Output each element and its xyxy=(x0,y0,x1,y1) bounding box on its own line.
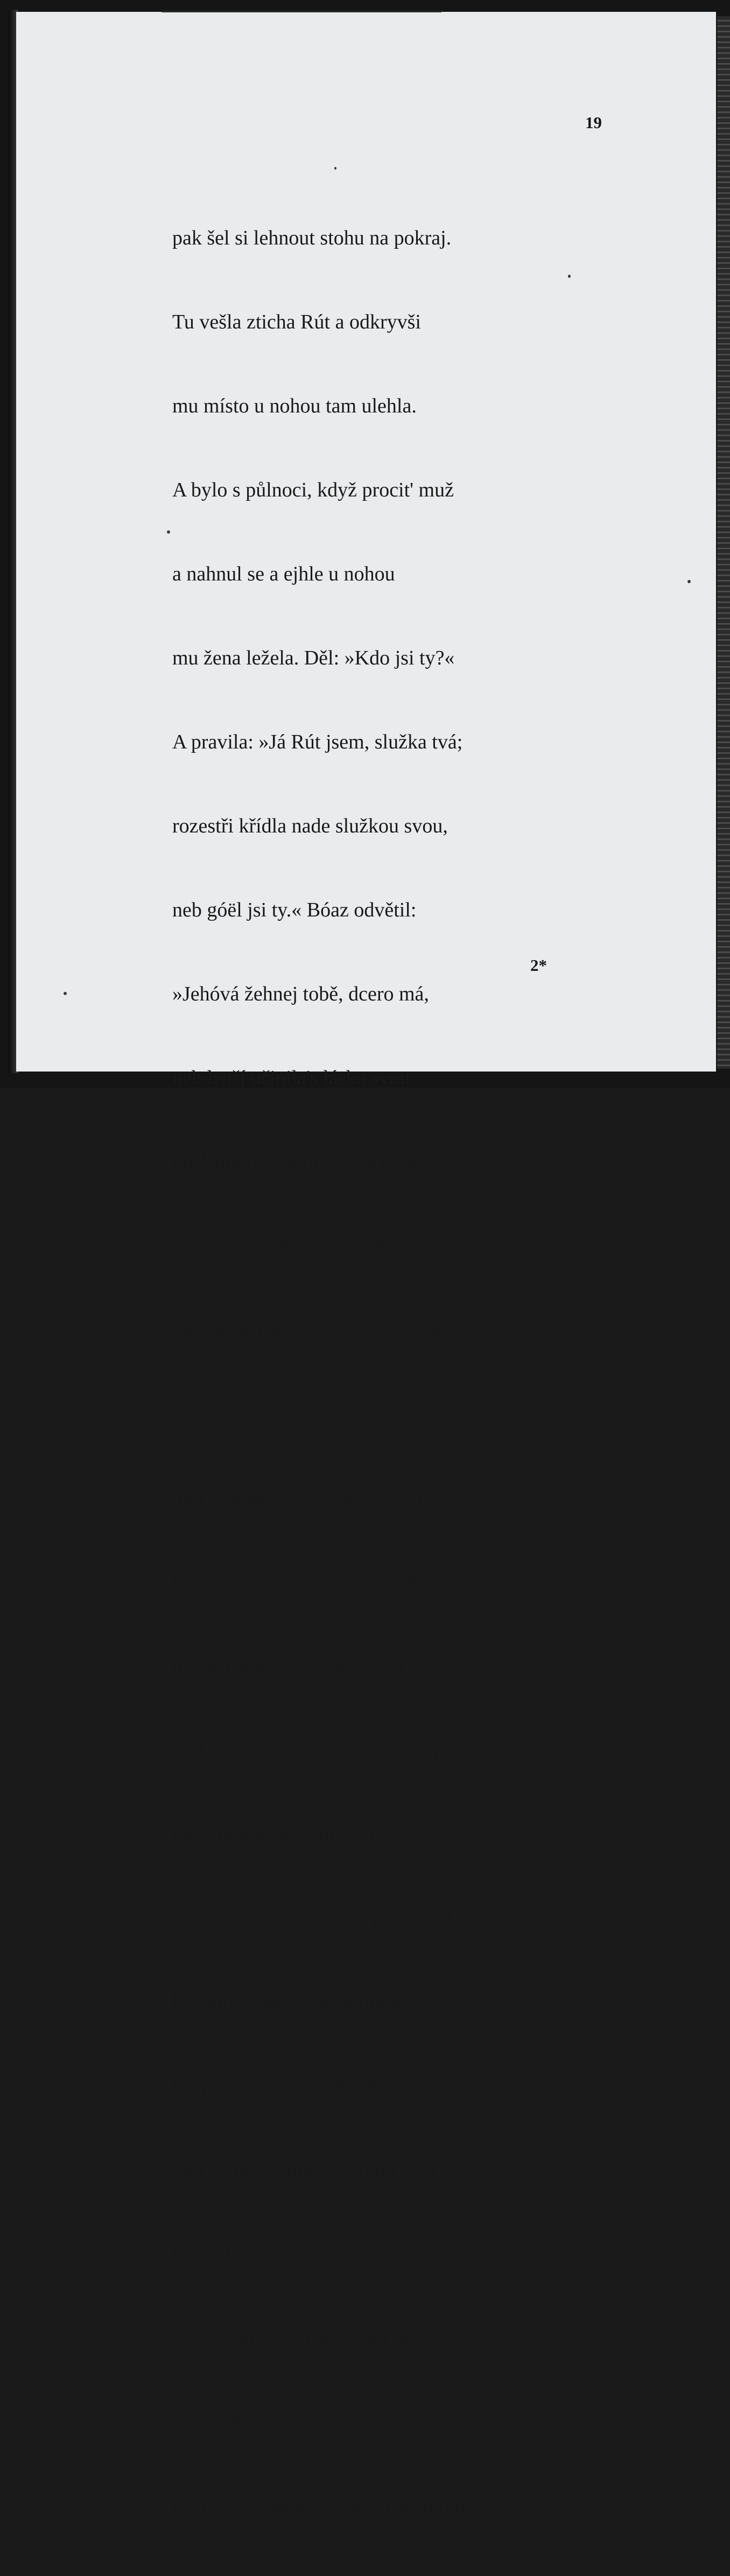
verse-line: A bylo s půlnoci, když procit' muž xyxy=(172,479,454,501)
verse-line: I uložila se mu u nohou xyxy=(172,2243,365,2265)
verse-line: když pojme on tě právem góële, xyxy=(172,1823,435,1845)
verse-line: A pravila: »Já Rút jsem, služka tvá; xyxy=(172,731,463,753)
verse-line: jsi nešla chudými ni s bohatstvím. xyxy=(172,1235,451,1257)
verse-line: mu žena ležela. Děl: »Kdo jsi ty?« xyxy=(172,647,455,669)
verse-line: mu místo u nohou tam ulehla. xyxy=(172,395,417,417)
ink-speck xyxy=(334,167,336,170)
verse-line: pak šel si lehnout stohu na pokraj. xyxy=(172,227,452,249)
verse-line: Leč třeba pravda, že jsem góël já, xyxy=(172,1571,447,1593)
verse-line: rozestři křídla nade služkou svou, xyxy=(172,815,448,837)
verse-line: neb góël jsi ty.« Bóaz odvětil: xyxy=(172,899,417,921)
ink-speck xyxy=(64,992,67,995)
top-edge-shadow xyxy=(162,11,441,12)
verse-line: Tu vešla zticha Rút a odkryvši xyxy=(172,311,421,333)
verse-line: je dobře, nechať pojme; pakli však xyxy=(172,1907,456,1929)
verse-line: neb lepší učinila's lásku svou xyxy=(172,1067,410,1089)
verse-line: díš, učiním ti; víť lid veškerý xyxy=(172,1403,411,1425)
ink-speck xyxy=(167,530,170,534)
verse-line: Neb pravil (Bóaz): »Nemá známo být, xyxy=(172,2495,486,2517)
verse-line: Teď, dcero má, nic neboj se. Vše, co xyxy=(172,1319,471,1341)
verse-line: Teď však si lehni (a spi) do rána.« xyxy=(172,2159,451,2181)
verse-line: než mohl člověk druha rozeznat. xyxy=(172,2411,439,2433)
ink-speck xyxy=(687,580,691,583)
verse-line: a spala do rána; pak vstala prv, xyxy=(172,2327,424,2349)
page-number: 19 xyxy=(585,113,602,132)
verse-line: tož jest zde přece góël bližší mne. xyxy=(172,1655,449,1677)
verse-line: by neměl chuti tebe pojmouti, xyxy=(172,1991,417,2013)
verse-line: Teď přes noc odpočiň si, z rána pak, xyxy=(172,1739,469,1761)
verse-line: můj v bráně, že jsi žena statečná. xyxy=(172,1487,442,1509)
verse-line: a nahnul se a ejhle u nohou xyxy=(172,563,395,585)
page-stack-edge-right xyxy=(717,16,730,1069)
ink-speck xyxy=(568,275,571,278)
verse-line: tož pojmu já tě, živtě Jehóvá! xyxy=(172,2075,413,2097)
verse-line: poslední nad první, že za mládci xyxy=(172,1151,437,1173)
poem-text xyxy=(172,168,486,2576)
verse-line: »Jehóvá žehnej tobě, dcero má, xyxy=(172,983,429,1005)
signature-mark: 2* xyxy=(530,956,547,975)
